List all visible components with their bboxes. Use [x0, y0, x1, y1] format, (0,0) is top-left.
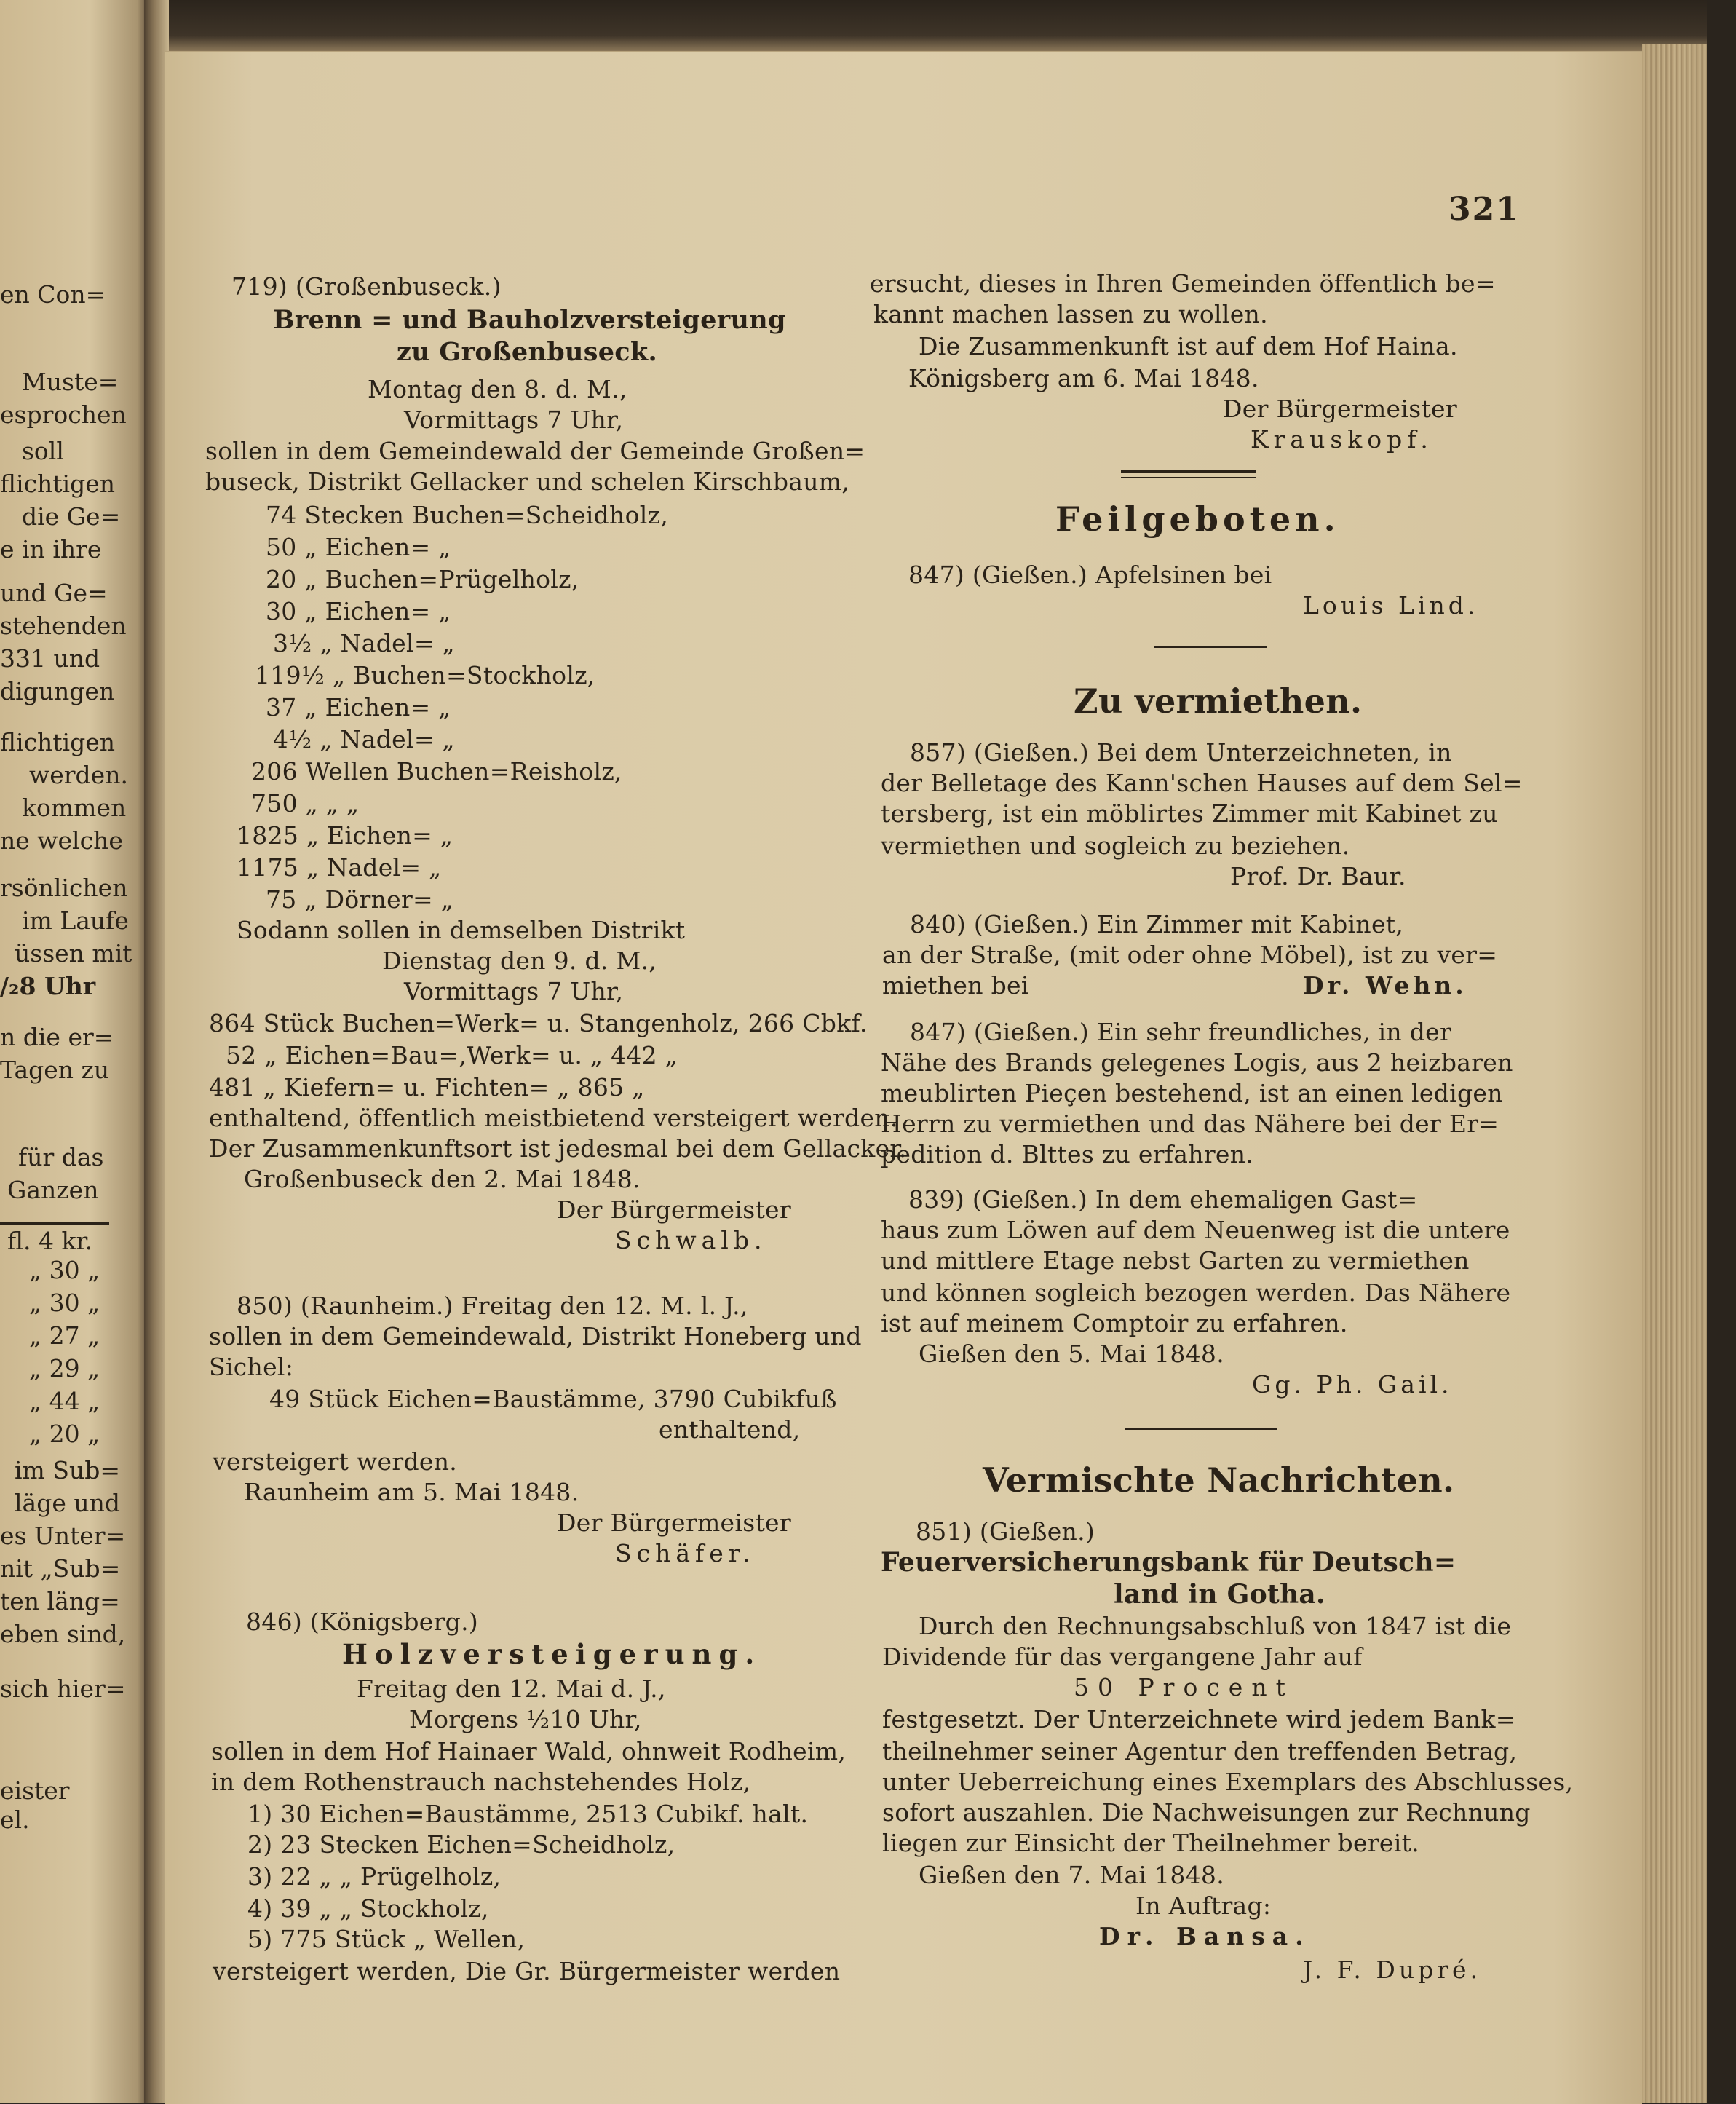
- notice-851-text-3: festgesetzt. Der Unterzeichnete wird jedem Bank=: [882, 1705, 1516, 1733]
- continuation-signatory-title: Der Bürgermeister: [1223, 395, 1457, 423]
- facing-page-fragment: digungen: [0, 677, 115, 705]
- notice-850-signatory-title: Der Bürgermeister: [557, 1508, 791, 1537]
- facing-page-fragment: ne welche: [0, 826, 123, 855]
- facing-page-fragment: nit „Sub=: [0, 1554, 121, 1583]
- wood-row: 4½ „ Nadel= „: [273, 725, 455, 754]
- notice-846-date: Freitag den 12. Mai d. J.,: [357, 1674, 666, 1703]
- facing-page-fragment: üssen mit: [15, 939, 132, 968]
- section-divider: [1154, 646, 1267, 648]
- facing-page-fragment: werden.: [29, 761, 128, 789]
- notice-857-signatory: Prof. Dr. Baur.: [1230, 862, 1406, 890]
- wood-row: 4) 39 „ „ Stockholz,: [247, 1894, 489, 1923]
- facing-page-fragment: ten läng=: [0, 1587, 120, 1615]
- notice-850-place-date: Raunheim am 5. Mai 1848.: [244, 1478, 579, 1506]
- notice-850-text-1: 850) (Raunheim.) Freitag den 12. M. l. J.,: [237, 1292, 748, 1320]
- continuation-text-3: Die Zusammenkunft ist auf dem Hof Haina.: [919, 332, 1458, 360]
- notice-840-text-1: 840) (Gießen.) Ein Zimmer mit Kabinet,: [910, 910, 1404, 938]
- facing-page-fragment: „ 20 „: [29, 1420, 100, 1448]
- wood-row: 3½ „ Nadel= „: [273, 629, 455, 657]
- wood-row: 5) 775 Stück „ Wellen,: [247, 1925, 526, 1953]
- notice-851-text-1: Durch den Rechnungsabschluß von 1847 ist die: [919, 1612, 1512, 1640]
- notice-719-date-2: Dienstag den 9. d. M.,: [382, 946, 657, 975]
- facing-page-divider: [0, 1222, 109, 1225]
- notice-847b-text-3: meublirten Pieçen bestehend, ist an einen ledigen: [881, 1079, 1503, 1107]
- notice-719-number: 719) (Großenbuseck.): [231, 272, 502, 301]
- page-number: 321: [1448, 191, 1520, 228]
- notice-719-text-5: Der Zusammenkunftsort ist jedesmal bei dem Gellacker.: [209, 1134, 907, 1163]
- notice-850-signatory: Schäfer.: [615, 1539, 756, 1567]
- facing-page-fragment: eister: [0, 1776, 70, 1805]
- notice-846-title: Holzversteigerung.: [342, 1638, 762, 1670]
- continuation-text-2: kannt machen lassen zu wollen.: [873, 300, 1268, 328]
- wood-row: 481 „ Kiefern= u. Fichten= „ 865 „: [209, 1073, 645, 1102]
- heading-vermischte-nachrichten: Vermischte Nachrichten.: [983, 1460, 1455, 1500]
- facing-page-fragment: Ganzen: [7, 1176, 99, 1204]
- facing-page-fragment: flichtigen: [0, 728, 116, 756]
- notice-719-text-3: Sodann sollen in demselben Distrikt: [237, 916, 686, 944]
- continuation-text-1: ersucht, dieses in Ihren Gemeinden öffentlich be=: [870, 269, 1496, 298]
- notice-846-text-1: sollen in dem Hof Hainaer Wald, ohnweit Rodheim,: [211, 1737, 847, 1765]
- wood-row: 1825 „ Eichen= „: [237, 821, 453, 850]
- facing-page-fragment: für das: [18, 1143, 104, 1171]
- facing-page-fragment: e in ihre: [0, 535, 102, 563]
- notice-839-signatory: Gg. Ph. Gail.: [1252, 1370, 1453, 1399]
- notice-857-text-1: 857) (Gießen.) Bei dem Unterzeichneten, in: [910, 738, 1452, 767]
- top-shadow: [0, 0, 1736, 51]
- notice-847b-text-5: pedition d. Blttes zu erfahren.: [881, 1140, 1254, 1168]
- wood-row: 52 „ Eichen=Bau=,Werk= u. „ 442 „: [226, 1041, 678, 1069]
- facing-page-fragment: /₂8 Uhr: [0, 972, 96, 1000]
- notice-851-text-7: liegen zur Einsicht der Theilnehmer bereit.: [882, 1829, 1419, 1857]
- facing-page-fragment: flichtigen: [0, 470, 116, 498]
- notice-719-signatory: Schwalb.: [615, 1226, 767, 1254]
- notice-850-text-6: versteigert werden.: [213, 1447, 458, 1476]
- notice-851-signatory-2: J. F. Dupré.: [1303, 1955, 1482, 1984]
- wood-row: 50 „ Eichen= „: [266, 533, 451, 561]
- notice-719-date: Montag den 8. d. M.,: [368, 375, 627, 403]
- notice-847a-signatory: Louis Lind.: [1303, 591, 1479, 620]
- facing-page-fragment: Tagen zu: [0, 1056, 110, 1084]
- section-divider: [1121, 477, 1256, 478]
- notice-846-text-3: versteigert werden, Die Gr. Bürgermeister werden: [213, 1957, 841, 1985]
- notice-851-text-5: unter Ueberreichung eines Exemplars des Abschlusses,: [882, 1768, 1574, 1796]
- facing-page-fragment: fl. 4 kr.: [7, 1227, 93, 1255]
- notice-840-text-2: an der Straße, (mit oder ohne Möbel), ist zu ver=: [882, 941, 1498, 969]
- facing-page-fragment: läge und: [15, 1489, 121, 1517]
- facing-page-fragment: n die er=: [0, 1023, 114, 1051]
- facing-page-fragment: es Unter=: [0, 1522, 126, 1550]
- notice-719-signatory-title: Der Bürgermeister: [557, 1195, 791, 1224]
- facing-page-fragment: stehenden: [0, 612, 127, 640]
- notice-851-text-4: theilnehmer seiner Agentur den treffenden Betrag,: [882, 1737, 1518, 1765]
- notice-839-text-2: haus zum Löwen auf dem Neuenweg ist die untere: [881, 1216, 1510, 1244]
- facing-page-fragment: „ 30 „: [29, 1256, 100, 1284]
- continuation-place-date: Königsberg am 6. Mai 1848.: [908, 364, 1259, 392]
- facing-page-fragment: esprochen: [0, 400, 127, 429]
- wood-row: 750 „ „ „: [251, 789, 360, 818]
- notice-846-number: 846) (Königsberg.): [246, 1607, 479, 1636]
- notice-839-text-4: und können sogleich bezogen werden. Das Nähere: [881, 1278, 1511, 1307]
- wood-row: 1) 30 Eichen=Baustämme, 2513 Cubikf. halt.: [247, 1800, 809, 1828]
- notice-719-text-1: sollen in dem Gemeindewald der Gemeinde Großen=: [205, 437, 865, 465]
- section-divider: [1125, 1428, 1277, 1430]
- facing-page-fragment: 331 und: [0, 644, 100, 673]
- wood-row: 3) 22 „ „ Prügelholz,: [247, 1862, 502, 1891]
- facing-page-fragment: el.: [0, 1806, 30, 1834]
- notice-850-text-4: 49 Stück Eichen=Baustämme, 3790 Cubikfuß: [269, 1385, 837, 1413]
- notice-851-place-date: Gießen den 7. Mai 1848.: [919, 1861, 1225, 1889]
- heading-feilgeboten: Feilgeboten.: [1055, 499, 1340, 539]
- notice-850-text-5: enthaltend,: [659, 1415, 801, 1444]
- facing-page-fragment: eben sind,: [0, 1620, 126, 1648]
- notice-850-text-3: Sichel:: [209, 1353, 294, 1381]
- notice-847a-text-1: 847) (Gießen.) Apfelsinen bei: [908, 561, 1272, 589]
- notice-840-text-3: miethen bei: [882, 971, 1029, 1000]
- notice-851-text-2: Dividende für das vergangene Jahr auf: [882, 1642, 1363, 1671]
- notice-839-text-1: 839) (Gießen.) In dem ehemaligen Gast=: [908, 1185, 1418, 1214]
- facing-page-fragment: und Ge=: [0, 579, 108, 607]
- wood-row: 37 „ Eichen= „: [266, 693, 451, 721]
- section-divider: [1121, 470, 1256, 473]
- notice-719-text-4: enthaltend, öffentlich meistbietend versteigert werden.: [209, 1104, 898, 1132]
- facing-page-fragment: „ 30 „: [29, 1289, 100, 1317]
- facing-page-fragment: im Laufe: [22, 906, 129, 935]
- notice-719-time: Vormittags 7 Uhr,: [404, 406, 624, 434]
- facing-page-fragment: „ 27 „: [29, 1321, 100, 1350]
- facing-page-fragment: kommen: [22, 794, 127, 822]
- notice-846-time: Morgens ½10 Uhr,: [409, 1705, 642, 1733]
- wood-row: 206 Wellen Buchen=Reisholz,: [251, 757, 622, 786]
- notice-851-number: 851) (Gießen.): [916, 1517, 1095, 1546]
- notice-851-signatory-1: Dr. Bansa.: [1099, 1922, 1311, 1950]
- facing-page-fragment: „ 44 „: [29, 1387, 100, 1415]
- wood-row: 864 Stück Buchen=Werk= u. Stangenholz, 266 Cbkf.: [209, 1009, 868, 1037]
- notice-851-text-6: sofort auszahlen. Die Nachweisungen zur Rechnung: [882, 1798, 1531, 1827]
- notice-839-text-3: und mittlere Etage nebst Garten zu vermiethen: [881, 1246, 1470, 1275]
- notice-847b-text-1: 847) (Gießen.) Ein sehr freundliches, in der: [910, 1018, 1452, 1046]
- notice-839-place-date: Gießen den 5. Mai 1848.: [919, 1340, 1225, 1368]
- notice-719-subtitle: zu Großenbuseck.: [397, 337, 657, 367]
- wood-row: 74 Stecken Buchen=Scheidholz,: [266, 501, 669, 529]
- notice-719-place-date: Großenbuseck den 2. Mai 1848.: [244, 1165, 641, 1193]
- continuation-signatory: Krauskopf.: [1251, 425, 1433, 454]
- notice-851-title-2: land in Gotha.: [1114, 1579, 1325, 1610]
- notice-851-title-1: Feuerversicherungsbank für Deutsch=: [881, 1547, 1456, 1578]
- facing-page-fragment: rsönlichen: [0, 874, 128, 902]
- facing-page-fragment: „ 29 „: [29, 1354, 100, 1383]
- wood-row: 1175 „ Nadel= „: [237, 853, 442, 882]
- facing-page-fragment: sich hier=: [0, 1674, 126, 1703]
- wood-row: 2) 23 Stecken Eichen=Scheidholz,: [247, 1830, 675, 1859]
- facing-page-fragment: die Ge=: [22, 502, 121, 531]
- notice-719-text-2: buseck, Distrikt Gellacker und schelen Kirschbaum,: [205, 467, 850, 496]
- notice-847b-text-4: Herrn zu vermiethen und das Nähere bei der Er=: [881, 1110, 1499, 1138]
- heading-zu-vermiethen: Zu vermiethen.: [1074, 681, 1363, 721]
- notice-839-text-5: ist auf meinem Comptoir zu erfahren.: [881, 1309, 1348, 1337]
- notice-851-mandate: In Auftrag:: [1135, 1891, 1272, 1920]
- notice-857-text-4: vermiethen und sogleich zu beziehen.: [881, 831, 1350, 860]
- notice-847b-text-2: Nähe des Brands gelegenes Logis, aus 2 heizbaren: [881, 1048, 1513, 1077]
- wood-row: 20 „ Buchen=Prügelholz,: [266, 565, 579, 593]
- wood-row: 30 „ Eichen= „: [266, 597, 451, 625]
- notice-846-text-2: in dem Rothenstrauch nachstehendes Holz,: [211, 1768, 751, 1796]
- notice-851-percent: 50 Procent: [1074, 1673, 1294, 1701]
- notice-719-time-2: Vormittags 7 Uhr,: [404, 977, 624, 1005]
- facing-page-fragment: Muste=: [22, 368, 119, 396]
- notice-719-title: Brenn = und Bauholzversteigerung: [273, 305, 786, 335]
- notice-857-text-2: der Belletage des Kann'schen Hauses auf dem Sel=: [881, 769, 1523, 797]
- facing-page-fragment: soll: [22, 437, 64, 465]
- facing-page-fragment: en Con=: [0, 280, 106, 309]
- notice-840-signatory: Dr. Wehn.: [1303, 971, 1467, 1000]
- wood-row: 119½ „ Buchen=Stockholz,: [255, 661, 595, 689]
- notice-857-text-3: tersberg, ist ein möblirtes Zimmer mit Kabinet zu: [881, 799, 1498, 828]
- notice-850-text-2: sollen in dem Gemeindewald, Distrikt Honeberg und: [209, 1322, 862, 1350]
- wood-row: 75 „ Dörner= „: [266, 885, 454, 914]
- right-shadow: [1707, 0, 1736, 2103]
- facing-page-fragment: im Sub=: [15, 1456, 120, 1484]
